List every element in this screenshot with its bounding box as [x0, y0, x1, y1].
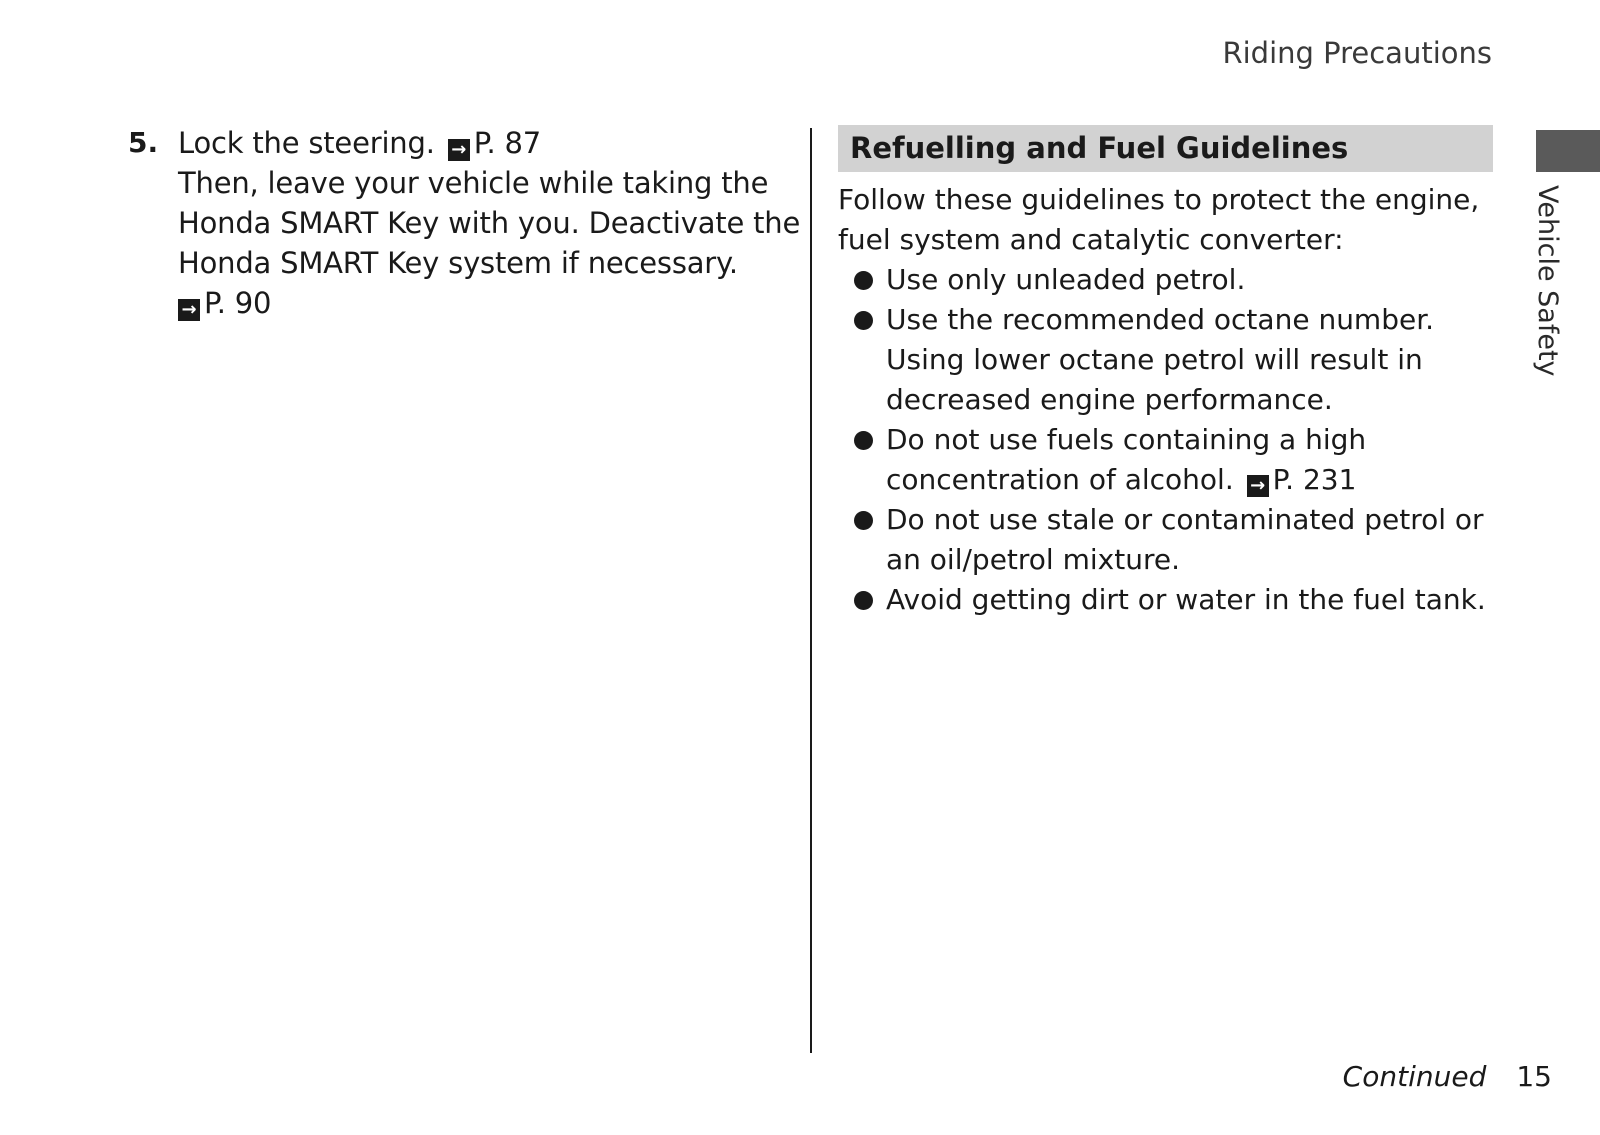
reference-arrow-icon: → — [178, 299, 200, 321]
list-item — [838, 500, 1493, 580]
page-footer — [1343, 1060, 1552, 1093]
reference-arrow-icon: → — [1247, 475, 1269, 497]
list-item-line: Using lower octane petrol will result in — [886, 343, 1423, 376]
continued-label: Continued — [1342, 1060, 1487, 1093]
bullet-icon — [838, 580, 886, 620]
step-line-4: Honda SMART Key system if necessary. — [178, 246, 738, 280]
list-item-line: an oil/petrol mixture. — [886, 543, 1180, 576]
step-line-5 — [178, 283, 800, 323]
page-reference-link[interactable]: P. 87 — [473, 126, 542, 160]
section-tab-label: Vehicle Safety — [1532, 185, 1563, 377]
list-item-line: Use the recommended octane number. — [886, 303, 1435, 336]
list-item-line — [886, 460, 1366, 500]
bullet-icon — [838, 300, 886, 340]
intro-line: fuel system and catalytic converter: — [838, 223, 1344, 256]
list-item-text — [886, 300, 1434, 420]
list-item — [838, 300, 1493, 420]
page-reference-link[interactable]: P. 90 — [204, 286, 272, 320]
reference-arrow-icon: → — [448, 139, 470, 161]
page-header-title: Riding Precautions — [1222, 36, 1492, 70]
step-line-3: Honda SMART Key with you. Deactivate the — [178, 206, 801, 240]
list-item — [838, 260, 1493, 300]
bullet-icon — [838, 500, 886, 540]
list-item-text — [886, 420, 1366, 500]
intro-paragraph — [838, 180, 1493, 260]
section-tab-marker — [1536, 130, 1600, 172]
list-item-text — [886, 580, 1486, 620]
step-number: 5. — [128, 126, 159, 159]
list-item — [838, 420, 1493, 500]
list-item — [838, 580, 1493, 620]
list-item-text — [886, 500, 1484, 580]
step-5 — [128, 123, 801, 323]
list-item-line: Avoid getting dirt or water in the fuel tank. — [886, 583, 1486, 616]
list-item-text — [886, 260, 1245, 300]
step-line-2: Then, leave your vehicle while taking the — [178, 166, 769, 200]
list-item-line: decreased engine performance. — [886, 383, 1333, 416]
list-item-line: Do not use stale or contaminated petrol or — [886, 503, 1484, 536]
column-divider — [810, 128, 812, 1053]
step-line-1 — [178, 123, 800, 163]
bullet-icon — [838, 420, 886, 460]
list-item-line: Do not use fuels containing a high — [886, 423, 1367, 456]
step-text — [178, 123, 800, 323]
intro-line: Follow these guidelines to protect the engine, — [838, 183, 1480, 216]
left-column — [128, 123, 801, 323]
guidelines-list — [838, 260, 1493, 620]
step-line-1-text: Lock the steering. — [178, 126, 435, 160]
page-reference-link[interactable]: P. 231 — [1272, 463, 1357, 496]
page-number: 15 — [1516, 1060, 1552, 1093]
list-item-line: Use only unleaded petrol. — [886, 263, 1246, 296]
right-column — [838, 125, 1493, 620]
bullet-icon — [838, 260, 886, 300]
list-item-line-text: concentration of alcohol. — [886, 463, 1234, 496]
section-heading: Refuelling and Fuel Guidelines — [838, 125, 1493, 172]
